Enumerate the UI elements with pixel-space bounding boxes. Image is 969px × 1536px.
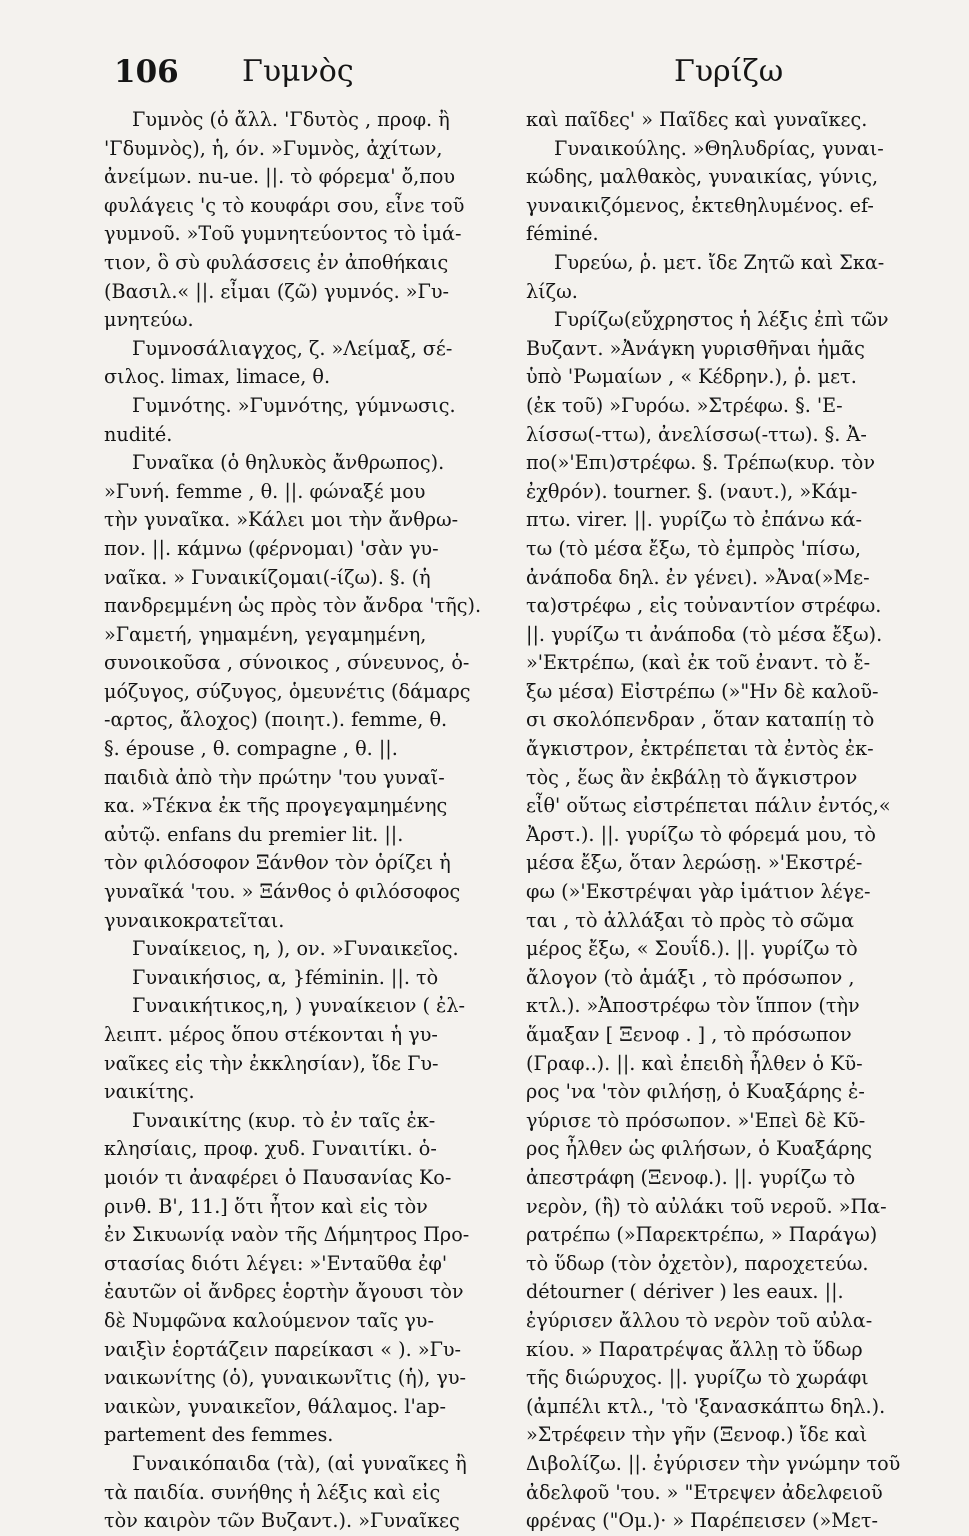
text-line: κώδης, μαλθακὸς, γυναικίας, γύνις, [526,165,879,189]
text-line: ἄγκιστρον, ἐκτρέπεται τὰ ἐντὸς ἐκ- [526,737,874,761]
text-line: ναῖκα. » Γυναικίζομαι(-ίζω). §. (ἡ [104,565,431,589]
text-line: νερὸν, (ἢ) τὸ αὐλάκι τοῦ νεροῦ. »Πα- [526,1194,887,1218]
text-line: ναιξὶν ἑορτάζειν παρείκασι « ). »Γυ- [104,1337,462,1361]
text-line: φυλάγεις 'ς τὸ κουφάρι σου, εἶνε τοῦ [104,193,465,217]
text-line: τὴν γυναῖκα. »Κάλει μοι τὴν ἄνθρω- [104,508,459,532]
text-line: Γυναίκειος, η, ), ον. »Γυναικεῖος. [132,937,459,961]
page-number: 106 [114,54,179,90]
text-line: §. épouse , θ. compagne , θ. ||. [104,737,398,761]
text-line: (ἀμπέλι κτλ., 'τὸ 'ξανασκάπτω δηλ.). [526,1394,886,1418]
text-line: φω (»'Εκστρέψαι γὰρ ἱμάτιον λέγε- [526,880,871,904]
text-line: πτω. virer. ||. γυρίζω τὸ ἐπάνω κά- [526,508,863,532]
text-line: Γυμνοσάλιαγχος, ζ. »Λείμαξ, σέ- [132,336,453,360]
running-head-right: Γυρίζω [674,54,784,89]
text-line: γυναικιζόμενος, ἐκτεθηλυμένος. ef- [526,193,874,217]
text-line: σι σκολόπενδραν , ὅταν καταπίῃ τὸ [526,708,875,732]
text-line: ||. γυρίζω τι ἀνάποδα (τὸ μέσα ἔξω). [526,622,883,646]
text-line: μνητεύω. [104,308,194,332]
text-line: ρινθ. Β', 11.] ὅτι ἦτον καὶ εἰς τὸν [104,1194,428,1218]
text-line: γυναῖκά 'του. » Ξάνθος ὁ φιλόσοφος [104,880,461,904]
text-line: λειπτ. μέρος ὅπου στέκονται ἡ γυ- [104,1023,438,1046]
text-line: παιδιὰ ἀπὸ τὴν πρώτην 'του γυναῖ- [104,765,445,789]
text-line: γυναικοκρατεῖται. [104,908,285,932]
text-line: κλησίαις, προφ. χυδ. Γυναιτίκι. ὁ- [104,1137,437,1161]
text-line: Γυρεύω, ῥ. μετ. ἴδε Ζητῶ καὶ Σκα- [554,250,885,274]
text-line: ρος ἦλθεν ὡς φιλήσων, ὁ Κυαξάρης [526,1137,872,1161]
text-line: détourner ( dériver ) les eaux. ||. [526,1280,844,1304]
text-line: ἀδελφοῦ 'του. » "Ετρεψεν ἀδελφειοῦ [526,1480,883,1504]
text-line: ναικὼν, γυναικεῖον, θάλαμος. l'ap- [104,1394,447,1418]
text-line: partement des femmes. [104,1423,334,1447]
text-line: τα)στρέφω , εἰς τοὐναντίον στρέφω. [526,594,882,618]
text-line: ἀνείμων. nu-ue. ||. τὸ φόρεμα' ὄ,που [104,165,456,189]
text-line: Γυναικίτης (κυρ. τὸ ἐν ταῖς ἐκ- [132,1108,436,1132]
text-line: Γυναικόπαιδα (τὰ), (αἱ γυναῖκες ἢ [132,1451,467,1475]
text-line: ναῖκες εἰς τὴν ἐκκλησίαν), ἴδε Γυ- [104,1051,439,1075]
text-line: τὸν φιλόσοφον Ξάνθον τὸν ὁρίζει ἡ [104,851,451,875]
text-line: μόζυγος, σύζυγος, ὁμευνέτις (δάμαρς [104,679,471,703]
text-line: ἀνάποδα δηλ. ἐν γένει). »Ἀνα(»Με- [526,565,870,589]
text-line: ναικωνίτης (ὁ), γυναικωνῖτις (ἡ), γυ- [104,1366,467,1390]
text-line: »Γαμετή, γημαμένη, γεγαμημένη, [104,622,427,646]
text-line: ρος 'να 'τὸν φιλήσῃ, ὁ Κυαξάρης ἐ- [526,1080,865,1104]
text-line: ἅμαξαν [ Ξενοφ . ] , τὸ πρόσωπον [526,1023,852,1046]
text-line: Βυζαντ. »Ἀνάγκη γυρισθῆναι ἡμᾶς [526,336,865,360]
text-line: ὑπὸ 'Ρωμαίων , « Κέδρην.), ῥ. μετ. [526,365,857,389]
text-line: σιλος. limax, limace, θ. [104,365,331,389]
text-line: μέρος ἔξω, « Σουΐδ.). ||. γυρίζω τὸ [526,937,858,961]
text-line: (Γραφ..). ||. καὶ ἐπειδὴ ἦλθεν ὁ Κῦ- [526,1051,863,1075]
text-line: Ἀρστ.). ||. γυρίζω τὸ φόρεμά μου, τὸ [526,822,876,846]
text-line: (ἐκ τοῦ) »Γυρόω. »Στρέφω. §. 'Ε- [526,393,843,417]
left-column [104,106,490,1536]
text-line: Διβολίζω. ||. ἐγύρισεν τὴν γνώμην τοῦ [526,1451,901,1475]
text-line: τιον, ὃ σὺ φυλάσσεις ἐν ἀποθήκαις [104,250,449,274]
text-line: Γυμνὸς (ὁ ἄλλ. 'Γδυτὸς , προφ. ἢ [132,108,450,131]
text-line: μέσα ἔξω, ὅταν λερώσῃ. »'Εκστρέ- [526,851,863,875]
text-line: λίσσω(-ττω), ἀνελίσσω(-ττω). §. Ἀ- [526,422,867,446]
text-line: κα. »Τέκνα ἐκ τῆς προγεγαμημένης [104,794,448,818]
text-line: ἄλογον (τὸ ἁμάξι , τὸ πρόσωπον , [526,965,855,989]
text-line: αὐτῷ. enfans du premier lit. ||. [104,822,404,846]
text-line: Γυρίζω(εὔχρηστος ἡ λέξις ἐπὶ τῶν [554,308,889,332]
text-line: »Στρέφειν τὴν γῆν (Ξενοφ.) ἴδε καὶ [526,1423,868,1447]
text-line: δὲ Νυμφῶνα καλούμενον ταῖς γυ- [104,1308,434,1332]
text-line: τὸ ὕδωρ (τὸν ὀχετὸν), παροχετεύω. [526,1251,869,1275]
text-line: Γυμνότης. »Γυμνότης, γύμνωσις. [132,393,456,417]
text-line: Γυναῖκα (ὁ θηλυκὸς ἄνθρωπος). [132,451,445,475]
text-line: féminé. [526,222,599,246]
text-line: συνοικοῦσα , σύνοικος , σύνευνος, ὁ- [104,651,470,675]
text-line: στασίας διότι λέγει: »'Ενταῦθα ἐφ' [104,1251,448,1275]
text-line: ἀπεστράφη (Ξενοφ.). ||. γυρίζω τὸ [526,1165,856,1189]
text-line: -αρτος, ἄλοχος) (ποιητ.). femme, θ. [104,708,448,732]
text-line: (Βασιλ.« ||. εἶμαι (ζῶ) γυμνός. »Γυ- [104,279,449,303]
right-column [526,106,938,1536]
text-line: τὸς , ἕως ἂν ἐκβάλῃ τὸ ἄγκιστρον [526,765,858,789]
text-line: λίζω. [526,279,578,303]
text-line: κίου. » Παρατρέψας ἄλλῃ τὸ ὕδωρ [526,1337,863,1361]
text-line: φρένας ("Ομ.)· » Παρέπεισεν (»Μετ- [526,1509,878,1533]
text-line: ναικίτης. [104,1080,195,1104]
text-line: 'Γδυμνὸς), ἡ, όν. »Γυμνὸς, ἀχίτων, [104,136,443,160]
text-line: τὸν καιρὸν τῶν Βυζαντ.). »Γυναῖκες [104,1509,460,1533]
text-line: »'Εκτρέπω, (καὶ ἐκ τοῦ ἐναντ. τὸ ἔ- [526,651,871,675]
text-line: εἶθ' οὕτως εἰστρέπεται πάλιν ἐντός,« [526,794,891,818]
text-line: μοιόν τι ἀναφέρει ὁ Παυσανίας Κο- [104,1165,452,1189]
text-line: κτλ.). »Ἀποστρέφω τὸν ἵππον (τὴν [526,994,860,1018]
text-line: πο(»'Επι)στρέφω. §. Τρέπω(κυρ. τὸν [526,451,876,475]
text-line: ξω μέσα) Εἰστρέπω (»"Ην δὲ καλοῦ- [526,679,879,703]
text-line: καὶ παῖδες' » Παῖδες καὶ γυναῖκες. [526,108,868,131]
text-line: γυμνοῦ. »Τοῦ γυμνητεύοντος τὸ ἱμά- [104,222,462,246]
text-line: ἐχθρόν). tourner. §. (ναυτ.), »Κάμ- [526,479,858,503]
text-line: τῆς διώρυχος. ||. γυρίζω τὸ χωράφι [526,1366,869,1390]
running-head-left: Γυμνὸς [242,54,354,89]
text-line: Γυναικήσιος, α, }féminin. ||. τὸ [132,965,439,989]
text-line: γύρισε τὸ πρόσωπον. »'Επεὶ δὲ Κῦ- [526,1108,866,1132]
text-line: τω (τὸ μέσα ἔξω, τὸ ἐμπρὸς 'πίσω, [526,536,861,560]
text-line: ἐν Σικυωνίᾳ ναὸν τῆς Δήμητρος Προ- [104,1223,470,1247]
text-line: πον. ||. κάμνω (φέρνομαι) 'σὰν γυ- [104,536,439,560]
text-line: ρατρέπω (»Παρεκτρέπω, » Παράγω) [526,1223,878,1247]
text-line: ἑαυτῶν οἱ ἄνδρες ἑορτὴν ἄγουσι τὸν [104,1280,464,1304]
text-line: Γυναικούλης. »Θηλυδρίας, γυναι- [554,136,884,160]
text-line: »Γυνή. femme , θ. ||. φώναξέ μου [104,479,426,503]
text-line: πανδρεμμένη ὡς πρὸς τὸν ἄνδρα 'τῆς). [104,594,482,618]
text-line: ἐγύρισεν ἄλλου τὸ νερὸν τοῦ αὐλα- [526,1308,873,1332]
text-line: τὰ παιδία. συνήθης ἡ λέξις καὶ εἰς [104,1480,441,1504]
text-line: nudité. [104,422,173,446]
text-line: Γυναικήτικος,η, ) γυναίκειον ( ἐλ- [132,994,465,1018]
text-line: ται , τὸ ἀλλάξαι τὸ πρὸς τὸ σῶμα [526,908,855,932]
